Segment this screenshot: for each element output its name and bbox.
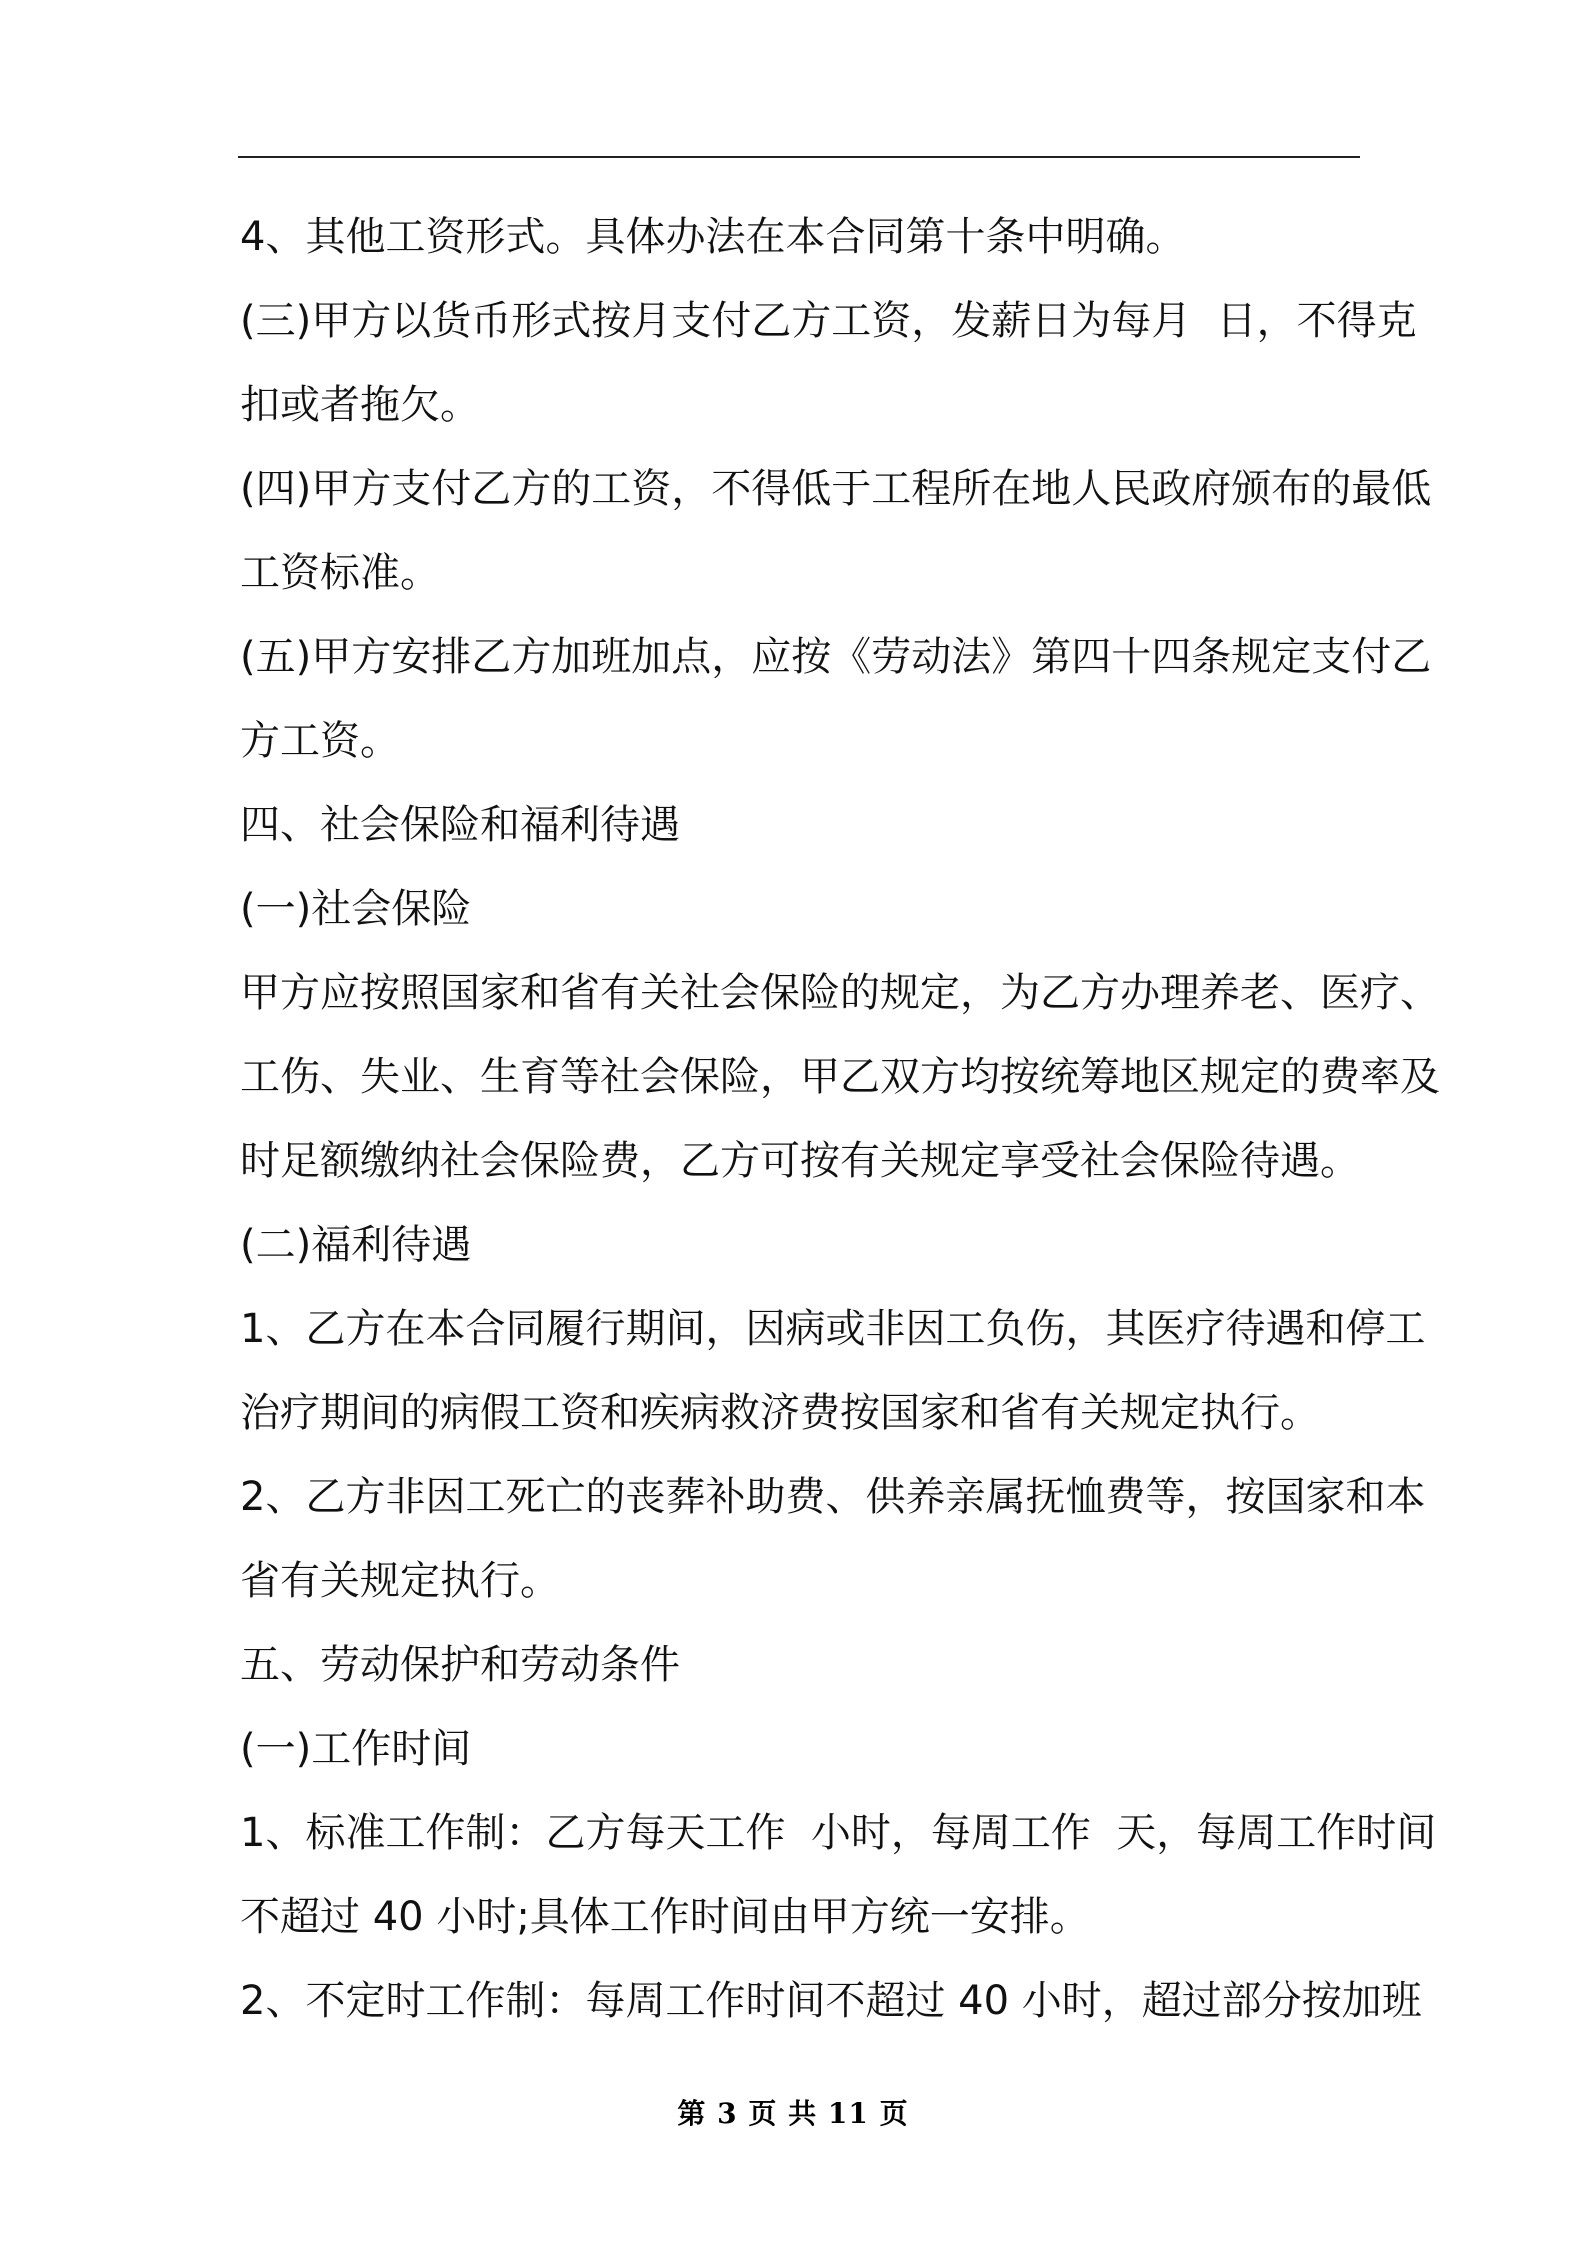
paragraph-line: 扣或者拖欠。 — [240, 382, 480, 428]
paragraph-line: 不超过 40 小时;具体工作时间由甲方统一安排。 — [240, 1894, 1090, 1940]
paragraph-line: 4、其他工资形式。具体办法在本合同第十条中明确。 — [240, 214, 1186, 260]
paragraph-line: 2、不定时工作制：每周工作时间不超过 40 小时，超过部分按加班 — [240, 1978, 1422, 2024]
subsection-heading: (一)社会保险 — [240, 886, 472, 932]
section-heading: 四、社会保险和福利待遇 — [240, 802, 680, 848]
header-rule — [238, 156, 1360, 158]
paragraph-line: 1、乙方在本合同履行期间，因病或非因工负伤，其医疗待遇和停工 — [240, 1306, 1426, 1352]
paragraph-line: (三)甲方以货币形式按月支付乙方工资，发薪日为每月 日，不得克 — [240, 298, 1417, 344]
subsection-heading: (一)工作时间 — [240, 1726, 472, 1772]
paragraph-line: 治疗期间的病假工资和疾病救济费按国家和省有关规定执行。 — [240, 1390, 1320, 1436]
paragraph-line: (四)甲方支付乙方的工资，不得低于工程所在地人民政府颁布的最低 — [240, 466, 1432, 512]
paragraph-line: 工资标准。 — [240, 550, 440, 596]
paragraph-line: 1、标准工作制：乙方每天工作 小时，每周工作 天，每周工作时间 — [240, 1810, 1437, 1856]
paragraph-line: 省有关规定执行。 — [240, 1558, 560, 1604]
paragraph-line: 甲方应按照国家和省有关社会保险的规定，为乙方办理养老、医疗、 — [240, 970, 1440, 1016]
subsection-heading: (二)福利待遇 — [240, 1222, 472, 1268]
paragraph-line: 工伤、失业、生育等社会保险，甲乙双方均按统筹地区规定的费率及 — [240, 1054, 1440, 1100]
paragraph-line: 时足额缴纳社会保险费，乙方可按有关规定享受社会保险待遇。 — [240, 1138, 1360, 1184]
section-heading: 五、劳动保护和劳动条件 — [240, 1642, 680, 1688]
page-number-footer: 第 3 页 共 11 页 — [677, 2097, 909, 2130]
paragraph-line: 方工资。 — [240, 718, 400, 764]
body-text — [240, 195, 1440, 2043]
paragraph-line: 2、乙方非因工死亡的丧葬补助费、供养亲属抚恤费等，按国家和本 — [240, 1474, 1426, 1520]
paragraph-line: (五)甲方安排乙方加班加点，应按《劳动法》第四十四条规定支付乙 — [240, 634, 1432, 680]
